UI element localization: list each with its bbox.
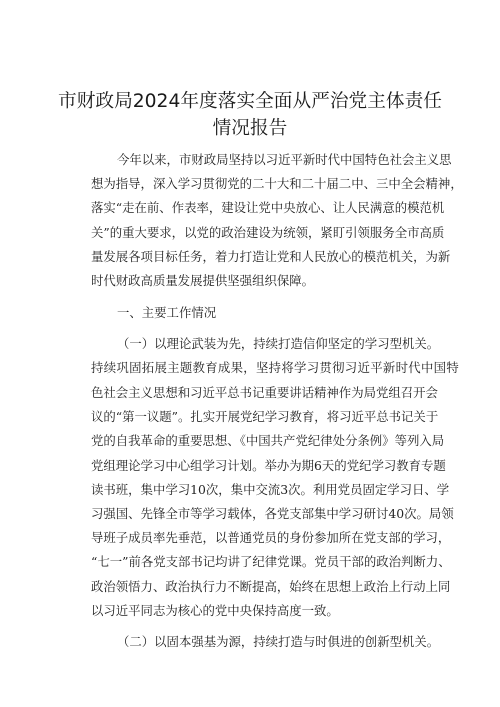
subsection-1-line-3: 色社会主义思想和习近平总书记重要讲话精神作为局党组召开会 [91, 385, 438, 400]
intro-paragraph-line-5: 量发展各项目标任务，着力打造让党和人民放心的模范机关，为新 [91, 249, 451, 264]
document-title-line-1: 市财政局2024年度落实全面从严治党主体责任 [58, 91, 442, 112]
subsection-1-line-4: 议的“第一议题”。扎实开展党纪学习教育，将习近平总书记关于 [91, 409, 439, 424]
intro-paragraph-line-1: 今年以来，市财政局坚持以习近平新时代中国特色社会主义思 [117, 152, 452, 167]
section-1-heading: 一、主要工作情况 [117, 305, 217, 320]
subsection-1-line-6: 党组理论学习中心组学习计划。举办为期6天的党纪学习教育专题 [91, 458, 446, 473]
subsection-1-line-12: 以习近平同志为核心的党中央保持高度一致。 [91, 603, 339, 618]
subsection-1-line-11: 政治领悟力、政治执行力不断提高，始终在思想上政治上行动上同 [91, 579, 451, 594]
subsection-1-line-9: 导班子成员率先垂范，以普通党员的身份参加所在党支部的学习， [91, 530, 451, 545]
subsection-2-heading: （二）以固本强基为源，持续打造与时俱进的创新型机关。 [117, 634, 440, 649]
subsection-1-line-7: 读书班，集中学习10次，集中交流3次。利用党员固定学习日、学 [91, 482, 450, 497]
intro-paragraph-line-2: 想为指导，深入学习贯彻党的二十大和二十届二中、三中全会精神， [91, 176, 463, 191]
intro-paragraph-line-3: 落实“走在前、作表率，建设让党中央放心、让人民满意的模范机 [91, 200, 445, 215]
document-title-line-2: 情况报告 [212, 118, 288, 139]
subsection-1-line-8: 习强国、先锋全市等学习载体，各党支部集中学习研讨40次。局领 [91, 506, 454, 521]
subsection-1-line-2: 持续巩固拓展主题教育成果，坚持将学习贯彻习近平新时代中国特 [91, 360, 460, 375]
intro-paragraph-line-4: 关”的重大要求，以党的政治建设为统领，紧盯引领服务全市高质 [91, 225, 445, 240]
subsection-1-heading: （一）以理论武装为先，持续打造信仰坚定的学习型机关。 [117, 336, 440, 351]
subsection-1-line-5: 党的自我革命的重要思想、《中国共产党纪律处分条例》等列入局 [91, 433, 445, 448]
intro-paragraph-line-6: 时代财政高质量发展提供坚强组织保障。 [91, 273, 315, 288]
subsection-1-line-10: “七一”前各党支部书记均讲了纪律党课。党员干部的政治判断力、 [91, 554, 451, 569]
